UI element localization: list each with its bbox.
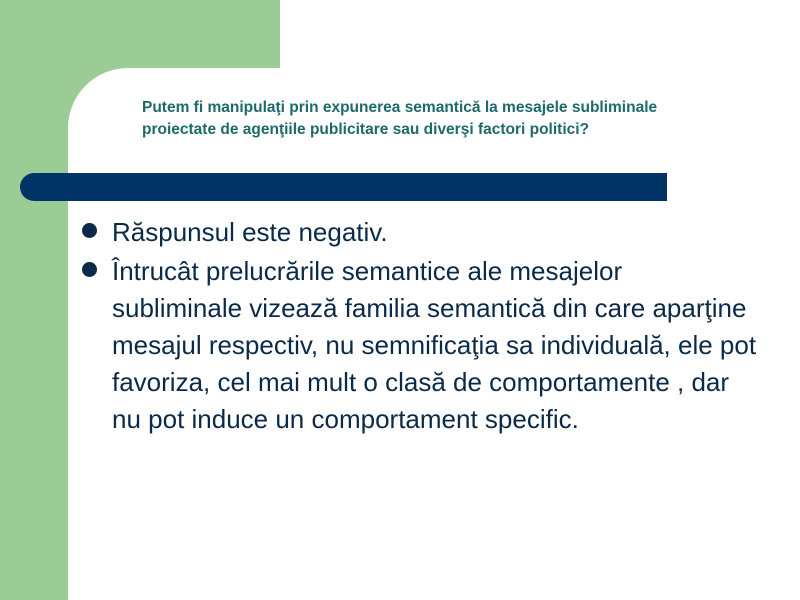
- decorative-green-left: [0, 0, 68, 600]
- bullet-item: [78, 253, 758, 438]
- slide-title: Putem fi manipulaţi prin expunerea semantică la mesajele subliminale proiectate de agenţiile publicitare sau diverşi factori politici?: [142, 99, 658, 138]
- bullet-dot-icon: [82, 262, 97, 277]
- bullet-text: Răspunsul este negativ.: [112, 217, 388, 247]
- bullet-item: [78, 214, 758, 251]
- bullet-text: Întrucât prelucrările semantice ale mesajelor subliminale vizează familia semantică din care aparţine mesajul respectiv, nu semnificaţia sa individuală, ele pot favoriza, cel mai mult o clasă de comportamente , dar nu pot induce un comportament specific.: [112, 256, 757, 434]
- bullet-list: [78, 214, 758, 440]
- bullet-dot-icon: [82, 223, 97, 238]
- title-underline-bar: [20, 173, 667, 201]
